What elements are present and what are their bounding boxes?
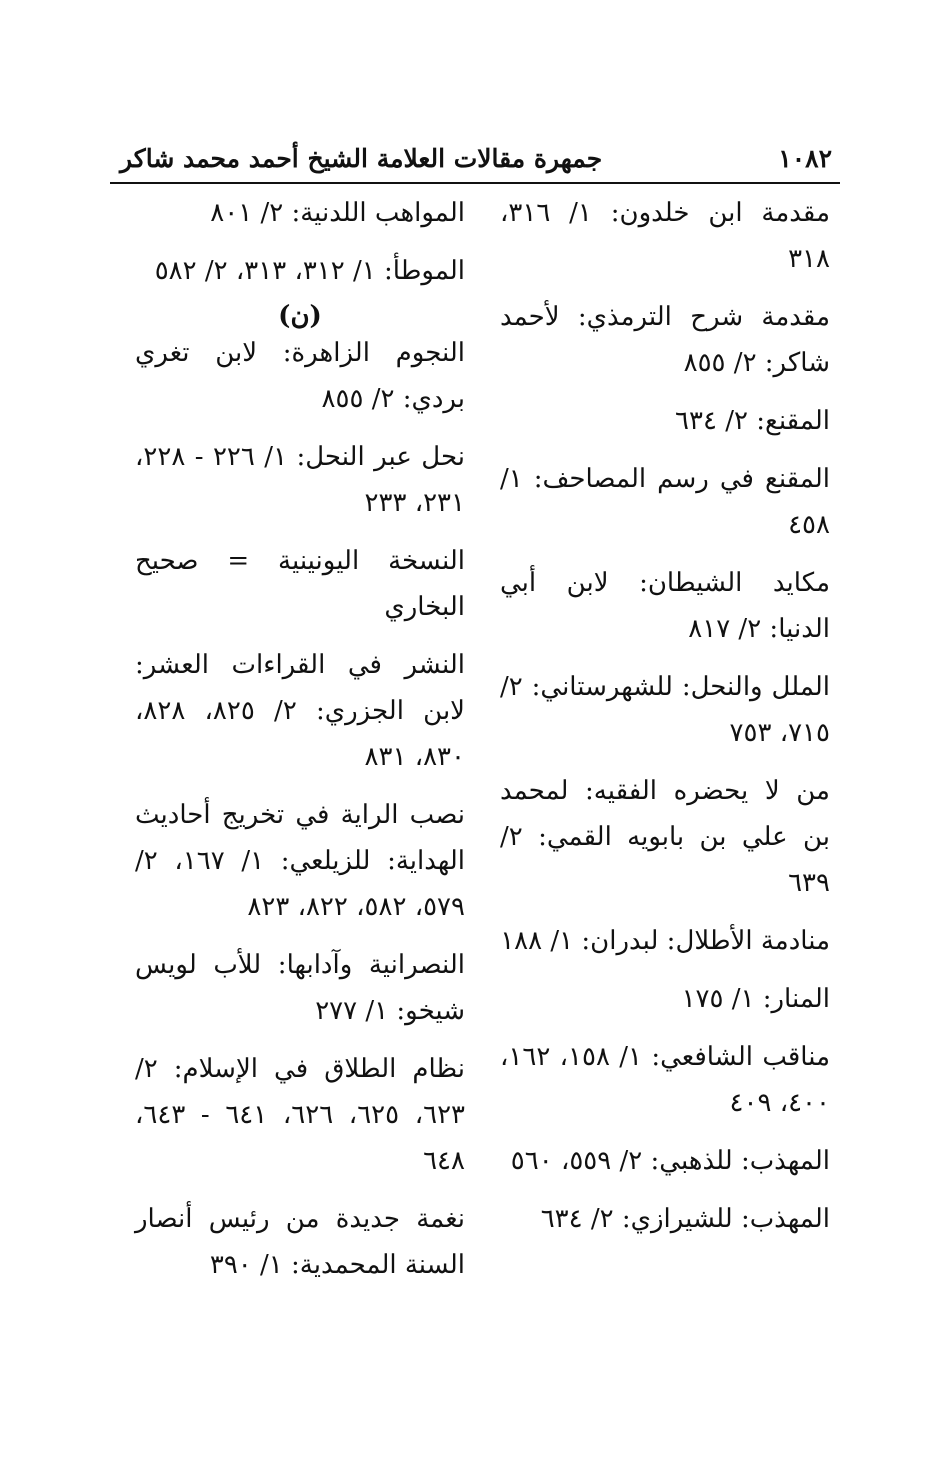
index-entry: النسخة اليونينية = صحيح البخاري <box>135 546 465 622</box>
page-header <box>110 138 840 184</box>
index-entry: نظام الطلاق في الإسلام: ٢/ ٦٢٣، ٦٢٥، ٦٢٦، ٦٤١ - ٦٤٣، ٦٤٨ <box>135 1054 466 1176</box>
index-entry: نغمة جديدة من رئيس أنصار السنة المحمدية: ١/ ٣٩٠ <box>135 1204 465 1280</box>
index-entry: مقدمة شرح الترمذي: لأحمد شاكر: ٢/ ٨٥٥ <box>500 302 830 378</box>
index-entry: النجوم الزاهرة: لابن تغري بردي: ٢/ ٨٥٥ <box>135 338 465 414</box>
index-entry: الملل والنحل: للشهرستاني: ٢/ ٧١٥، ٧٥٣ <box>500 672 830 748</box>
index-entry: المواهب اللدنية: ٢/ ٨٠١ <box>210 198 465 228</box>
page-number: ١٠٨٢ <box>778 144 832 173</box>
index-entry: الموطأ: ١/ ٣١٢، ٣١٣، ٢/ ٥٨٢ <box>154 256 465 286</box>
index-entry: المنار: ١/ ١٧٥ <box>681 984 830 1014</box>
index-entry: مكايد الشيطان: لابن أبي الدنيا: ٢/ ٨١٧ <box>500 568 830 644</box>
index-entry: مناقب الشافعي: ١/ ١٥٨، ١٦٢، ٤٠٠، ٤٠٩ <box>500 1042 830 1118</box>
index-entry: النشر في القراءات العشر: لابن الجزري: ٢/ ٨٢٥، ٨٢٨، ٨٣٠، ٨٣١ <box>135 650 466 772</box>
index-entry: منادمة الأطلال: لبدران: ١/ ١٨٨ <box>500 926 830 956</box>
index-entry: المهذب: للذهبي: ٢/ ٥٥٩، ٥٦٠ <box>510 1146 830 1176</box>
index-entry: المقنع في رسم المصاحف: ١/ ٤٥٨ <box>500 464 830 540</box>
letter-heading: (ن) <box>278 301 322 331</box>
index-entry: النصرانية وآدابها: للأب لويس شيخو: ١/ ٢٧٧ <box>135 950 465 1026</box>
index-entry: نحل عبر النحل: ١/ ٢٢٦ - ٢٢٨، ٢٣١، ٢٣٣ <box>135 442 465 518</box>
index-column-left <box>135 190 465 1300</box>
index-entry: المقنع: ٢/ ٦٣٤ <box>675 406 830 436</box>
index-entry: من لا يحضره الفقيه: لمحمد بن علي بن بابويه القمي: ٢/ ٦٣٩ <box>500 776 830 898</box>
index-entry: نصب الراية في تخريج أحاديث الهداية: للزيلعي: ١/ ١٦٧، ٢/ ٥٧٩، ٥٨٢، ٨٢٢، ٨٢٣ <box>135 800 466 922</box>
book-title: جمهرة مقالات العلامة الشيخ أحمد محمد شاكر <box>120 144 603 173</box>
index-entry: مقدمة ابن خلدون: ١/ ٣١٦، ٣١٨ <box>500 198 830 274</box>
index-entry: المهذب: للشيرازي: ٢/ ٦٣٤ <box>540 1204 830 1234</box>
index-column-right <box>500 190 830 1254</box>
